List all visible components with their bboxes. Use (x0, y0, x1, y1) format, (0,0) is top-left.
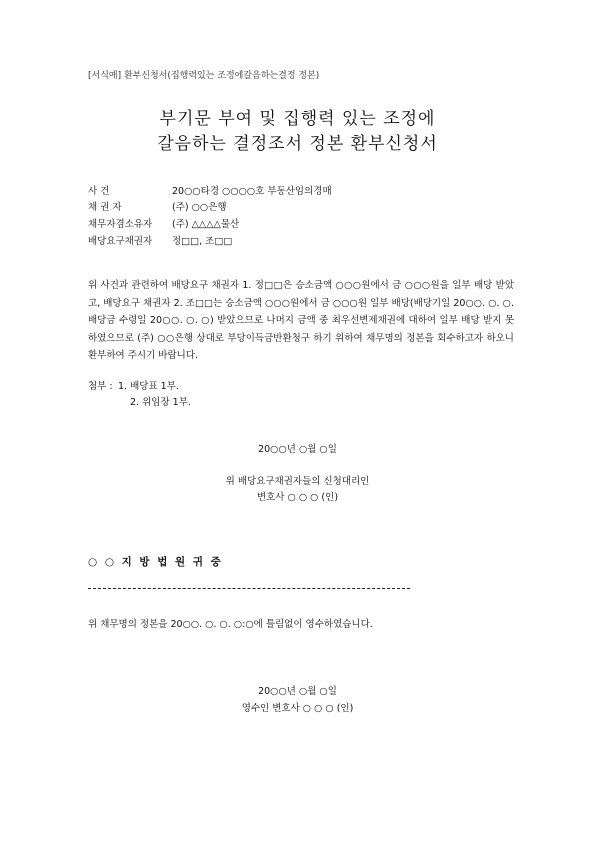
document-title-line-2: 갈음하는 결정조서 정본 환부신청서 (157, 134, 438, 154)
form-label: [서식예] 환부신청서(집행력있는 조정에갈음하는결정 정본) (88, 71, 320, 81)
case-info-label: 채무자겸소유자 (88, 219, 153, 230)
case-info-row (88, 199, 227, 213)
case-info-value: (주) △△△△물산 (172, 219, 240, 230)
signer-role: 위 배당요구채권자들의 신청대리인 (225, 476, 370, 487)
case-info-row (88, 216, 239, 230)
request-body: 위 사건과 관련하여 배당요구 채권자 1. 정□□은 승소금액 ○○○원에서 금 ○○○원을 일부 배당 받았고, 배당요구 채권자 2. 조□□는 승소금액 ○○○원에서 금 ○○○원 일부 배당(배당기일 20○○. ○. ○. 배당금 수령일 20○○. ○. ○) 받았으므로 나머지 금액 중 최우선변제채권에 대하여 일부 배당 받지 못하였으므로 (주) ○○은행 상대로 부당이득금반환청구 하기 위하여 채무명의 정본을 회수하고자 하오니 환부하여 주시기 바랍니다. (88, 280, 514, 361)
receipt-date: 20○○년 ○월 ○일 (258, 686, 337, 697)
case-info-value: 정□□, 조□□ (172, 236, 233, 247)
case-info-value: 20○○타경 ○○○○호 부동산임의경매 (172, 186, 332, 197)
attachment-item: 2. 위임장 1부. (130, 397, 191, 408)
case-info-row (88, 183, 332, 197)
case-info-label: 채 권 자 (88, 202, 122, 213)
receiver-signature: 영수인 변호사 ○ ○ ○ (인) (241, 703, 354, 714)
case-info-label: 배당요구채권자 (88, 236, 153, 247)
case-info-label: 사 건 (88, 186, 110, 197)
application-date: 20○○년 ○월 ○일 (258, 444, 337, 455)
receipt-statement: 위 채무명의 정본을 20○○. ○. ○. ○:○에 틀림없이 영수하였습니다. (88, 619, 373, 630)
signer-name: 변호사 ○ ○ ○ (인) (256, 492, 339, 503)
document-title-line-1: 부기문 부여 및 집행력 있는 조정에 (159, 109, 436, 129)
case-info-row (88, 233, 232, 247)
court-addressee: ○ ○ 지 방 법 원 귀 중 (88, 556, 223, 568)
attachment-item: 1. 배당표 1부. (118, 381, 179, 392)
attachments-prefix: 첨부 : (88, 381, 113, 392)
case-info-value: (주) ○○은행 (172, 202, 227, 213)
divider (88, 588, 410, 589)
